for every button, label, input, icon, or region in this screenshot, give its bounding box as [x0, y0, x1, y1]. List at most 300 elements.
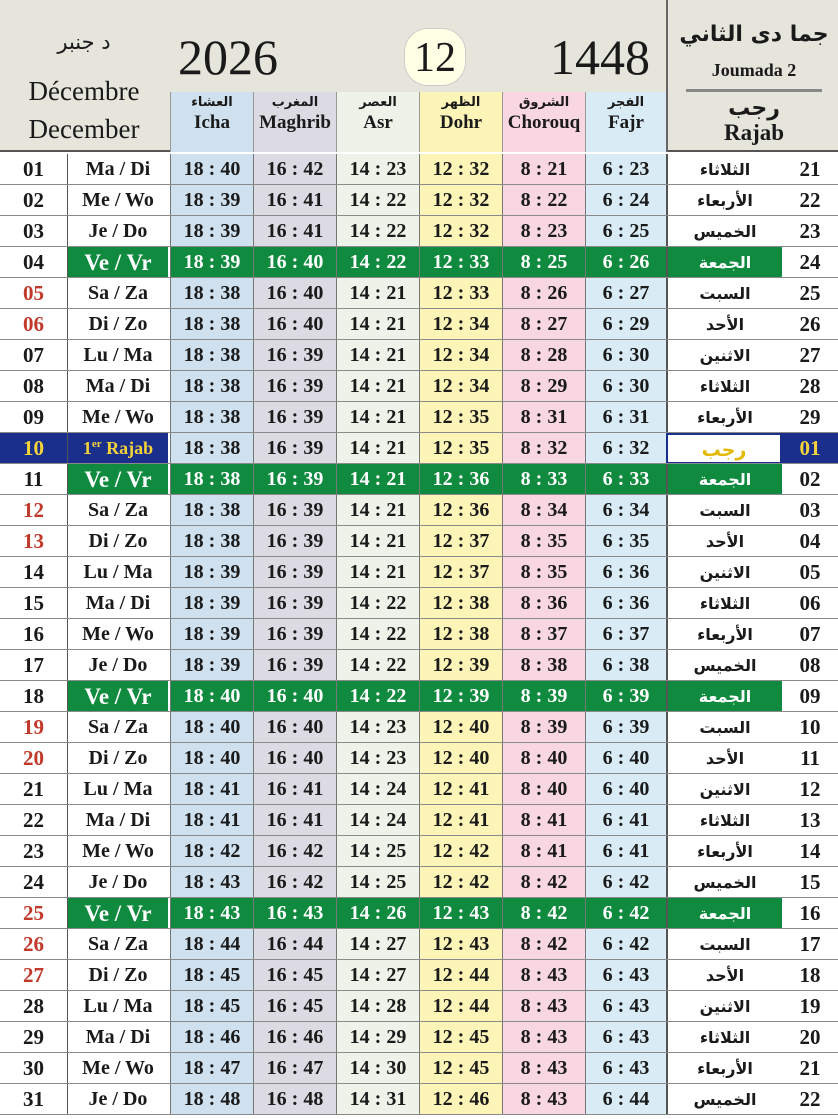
time-chorouq: 8 : 25	[502, 247, 585, 278]
time-fajr: 6 : 23	[585, 154, 666, 185]
day-number: 08	[0, 371, 68, 402]
day-number: 23	[0, 836, 68, 867]
time-icha: 18 : 38	[170, 402, 253, 433]
time-icha: 18 : 38	[170, 526, 253, 557]
table-row	[0, 1084, 838, 1115]
day-number: 29	[0, 1022, 68, 1053]
table-row	[0, 216, 838, 247]
time-asr: 14 : 22	[336, 588, 419, 619]
time-fajr: 6 : 24	[585, 185, 666, 216]
time-maghrib: 16 : 41	[253, 805, 336, 836]
time-icha: 18 : 39	[170, 185, 253, 216]
day-number: 01	[0, 154, 68, 185]
time-chorouq: 8 : 37	[502, 619, 585, 650]
day-number: 17	[0, 650, 68, 681]
time-asr: 14 : 21	[336, 402, 419, 433]
time-asr: 14 : 22	[336, 650, 419, 681]
weekday-label: Lu / Ma	[83, 778, 153, 800]
time-fajr: 6 : 27	[585, 278, 666, 309]
day-number: 21	[0, 774, 68, 805]
day-number: 15	[0, 588, 68, 619]
time-icha: 18 : 41	[170, 774, 253, 805]
weekday-label-sup: er	[91, 438, 102, 450]
weekday-label: Je / Do	[88, 654, 148, 676]
time-asr: 14 : 27	[336, 929, 419, 960]
table-row	[0, 898, 838, 929]
table-row	[0, 805, 838, 836]
column-header-dohr	[419, 92, 502, 152]
table-row	[0, 464, 838, 495]
day-number: 14	[0, 557, 68, 588]
table-row	[0, 991, 838, 1022]
table-row	[0, 340, 838, 371]
time-icha: 18 : 39	[170, 619, 253, 650]
time-dohr: 12 : 36	[419, 495, 502, 526]
weekday-arabic: الجمعة	[666, 681, 782, 712]
time-dohr: 12 : 35	[419, 402, 502, 433]
table-row	[0, 588, 838, 619]
hijri-day-number: 23	[799, 219, 821, 243]
time-maghrib: 16 : 40	[253, 247, 336, 278]
time-icha: 18 : 38	[170, 340, 253, 371]
time-dohr: 12 : 38	[419, 619, 502, 650]
time-asr: 14 : 22	[336, 216, 419, 247]
time-dohr: 12 : 41	[419, 774, 502, 805]
table-row	[0, 867, 838, 898]
time-fajr: 6 : 36	[585, 557, 666, 588]
time-dohr: 12 : 44	[419, 960, 502, 991]
month-number-badge: 12	[404, 28, 466, 86]
time-maghrib: 16 : 46	[253, 1022, 336, 1053]
time-fajr: 6 : 43	[585, 991, 666, 1022]
time-icha: 18 : 40	[170, 154, 253, 185]
time-asr: 14 : 22	[336, 247, 419, 278]
time-dohr: 12 : 43	[419, 898, 502, 929]
weekday-label-rest: Rajab	[101, 438, 154, 458]
day-number: 18	[0, 681, 68, 712]
weekday-label: Ve / Vr	[68, 464, 168, 495]
weekday-arabic: الثلاثاء	[666, 588, 782, 619]
time-fajr: 6 : 34	[585, 495, 666, 526]
day-number: 20	[0, 743, 68, 774]
hijri-day-number: 04	[799, 529, 821, 553]
time-fajr: 6 : 41	[585, 836, 666, 867]
weekday-arabic: الخميس	[666, 1084, 782, 1115]
time-dohr: 12 : 39	[419, 681, 502, 712]
time-asr: 14 : 23	[336, 154, 419, 185]
time-chorouq: 8 : 33	[502, 464, 585, 495]
weekday-label: Di / Zo	[88, 313, 148, 335]
time-icha: 18 : 38	[170, 309, 253, 340]
weekday-label: Lu / Ma	[83, 995, 153, 1017]
time-fajr: 6 : 41	[585, 805, 666, 836]
time-maghrib: 16 : 42	[253, 836, 336, 867]
hijri-day-number: 08	[799, 653, 821, 677]
table-row	[0, 185, 838, 216]
hijri-day-number: 25	[799, 281, 821, 305]
table-row	[0, 1053, 838, 1084]
time-chorouq: 8 : 32	[502, 433, 585, 464]
time-maghrib: 16 : 39	[253, 402, 336, 433]
time-chorouq: 8 : 39	[502, 681, 585, 712]
time-maghrib: 16 : 39	[253, 495, 336, 526]
hijri-day-number: 22	[799, 188, 821, 212]
weekday-label: Ve / Vr	[68, 898, 168, 929]
time-maghrib: 16 : 45	[253, 991, 336, 1022]
hijri-day-number: 06	[799, 591, 821, 615]
table-row	[0, 371, 838, 402]
column-header-arabic: المغرب	[271, 95, 319, 110]
hijri-day-number: 13	[799, 808, 821, 832]
time-maghrib: 16 : 39	[253, 588, 336, 619]
time-icha: 18 : 46	[170, 1022, 253, 1053]
time-fajr: 6 : 32	[585, 433, 666, 464]
time-maghrib: 16 : 45	[253, 960, 336, 991]
time-chorouq: 8 : 38	[502, 650, 585, 681]
day-number: 22	[0, 805, 68, 836]
table-row	[0, 681, 838, 712]
time-maghrib: 16 : 42	[253, 154, 336, 185]
hijri-day-number: 01	[782, 433, 838, 464]
table-row	[0, 1022, 838, 1053]
time-icha: 18 : 38	[170, 495, 253, 526]
time-asr: 14 : 21	[336, 371, 419, 402]
time-dohr: 12 : 33	[419, 278, 502, 309]
time-asr: 14 : 22	[336, 619, 419, 650]
weekday-label: Sa / Za	[87, 933, 149, 955]
day-number: 30	[0, 1053, 68, 1084]
column-header-english: Asr	[363, 112, 393, 133]
time-dohr: 12 : 46	[419, 1084, 502, 1115]
time-fajr: 6 : 30	[585, 340, 666, 371]
time-icha: 18 : 38	[170, 371, 253, 402]
time-maghrib: 16 : 39	[253, 619, 336, 650]
time-maghrib: 16 : 43	[253, 898, 336, 929]
column-header-english: Chorouq	[507, 112, 581, 133]
time-asr: 14 : 25	[336, 836, 419, 867]
time-asr: 14 : 23	[336, 712, 419, 743]
gregorian-month-french: Décembre	[28, 76, 140, 106]
time-asr: 14 : 21	[336, 278, 419, 309]
time-icha: 18 : 43	[170, 898, 253, 929]
table-row	[0, 836, 838, 867]
hijri-day-number: 22	[799, 1087, 821, 1111]
weekday-label: Di / Zo	[88, 747, 148, 769]
hijri-day-number: 10	[799, 715, 821, 739]
hijri-day-number: 27	[799, 343, 821, 367]
table-row	[0, 712, 838, 743]
weekday-arabic: الأربعاء	[666, 619, 782, 650]
day-number: 04	[0, 247, 68, 278]
weekday-arabic: الخميس	[666, 216, 782, 247]
time-dohr: 12 : 34	[419, 340, 502, 371]
time-chorouq: 8 : 29	[502, 371, 585, 402]
weekday-label: Ma / Di	[85, 1026, 151, 1048]
weekday-arabic: الثلاثاء	[666, 371, 782, 402]
time-asr: 14 : 24	[336, 805, 419, 836]
hijri-next-month-english: Rajab	[723, 120, 785, 145]
time-icha: 18 : 38	[170, 433, 253, 464]
time-asr: 14 : 26	[336, 898, 419, 929]
time-icha: 18 : 38	[170, 464, 253, 495]
hijri-month-english: Joumada 2	[711, 60, 797, 80]
hijri-year: 1448	[550, 29, 650, 85]
time-fajr: 6 : 42	[585, 898, 666, 929]
time-chorouq: 8 : 42	[502, 898, 585, 929]
time-icha: 18 : 43	[170, 867, 253, 898]
weekday-arabic: رجب	[666, 433, 782, 464]
column-header-arabic: العشاء	[191, 95, 233, 110]
table-row	[0, 743, 838, 774]
time-icha: 18 : 40	[170, 712, 253, 743]
weekday-label: Me / Wo	[82, 623, 154, 645]
weekday-label: Di / Zo	[88, 530, 148, 552]
table-row	[0, 154, 838, 185]
time-chorouq: 8 : 34	[502, 495, 585, 526]
hijri-day-number: 28	[799, 374, 821, 398]
weekday-label: Me / Wo	[82, 1057, 154, 1079]
time-chorouq: 8 : 23	[502, 216, 585, 247]
time-dohr: 12 : 43	[419, 929, 502, 960]
hijri-day-number: 14	[799, 839, 821, 863]
time-icha: 18 : 39	[170, 588, 253, 619]
time-chorouq: 8 : 43	[502, 960, 585, 991]
gregorian-year: 2026	[178, 29, 278, 85]
column-header-fajr	[585, 92, 666, 152]
day-number: 19	[0, 712, 68, 743]
weekday-arabic: الجمعة	[666, 464, 782, 495]
time-maghrib: 16 : 39	[253, 433, 336, 464]
table-row	[0, 278, 838, 309]
time-maghrib: 16 : 41	[253, 774, 336, 805]
hijri-day-number: 11	[800, 746, 820, 770]
gregorian-month-block	[0, 0, 168, 152]
time-chorouq: 8 : 43	[502, 1084, 585, 1115]
time-maghrib: 16 : 47	[253, 1053, 336, 1084]
time-dohr: 12 : 44	[419, 991, 502, 1022]
time-icha: 18 : 47	[170, 1053, 253, 1084]
weekday-label: Me / Wo	[82, 189, 154, 211]
weekday-arabic: الأربعاء	[666, 1053, 782, 1084]
time-icha: 18 : 40	[170, 681, 253, 712]
time-asr: 14 : 21	[336, 464, 419, 495]
time-asr: 14 : 21	[336, 340, 419, 371]
weekday-arabic: الاثنين	[666, 557, 782, 588]
column-header-arabic: العصر	[359, 95, 397, 110]
time-dohr: 12 : 41	[419, 805, 502, 836]
time-chorouq: 8 : 41	[502, 805, 585, 836]
time-asr: 14 : 21	[336, 495, 419, 526]
time-maghrib: 16 : 40	[253, 743, 336, 774]
gregorian-month-english: December	[28, 114, 140, 144]
time-icha: 18 : 39	[170, 247, 253, 278]
time-maghrib: 16 : 40	[253, 681, 336, 712]
time-chorouq: 8 : 35	[502, 557, 585, 588]
time-dohr: 12 : 42	[419, 836, 502, 867]
hijri-day-number: 15	[799, 870, 821, 894]
column-header-maghrib	[253, 92, 336, 152]
weekday-arabic: السبت	[666, 712, 782, 743]
column-header-arabic: الظهر	[441, 95, 481, 110]
weekday-arabic: السبت	[666, 929, 782, 960]
weekday-label: Je / Do	[88, 1088, 148, 1110]
weekday-arabic: الأربعاء	[666, 185, 782, 216]
time-dohr: 12 : 33	[419, 247, 502, 278]
time-fajr: 6 : 26	[585, 247, 666, 278]
time-asr: 14 : 29	[336, 1022, 419, 1053]
time-asr: 14 : 25	[336, 867, 419, 898]
time-fajr: 6 : 44	[585, 1084, 666, 1115]
weekday-label	[68, 433, 168, 464]
time-asr: 14 : 27	[336, 960, 419, 991]
hijri-day-number: 18	[799, 963, 821, 987]
table-row	[0, 402, 838, 433]
time-dohr: 12 : 45	[419, 1022, 502, 1053]
time-chorouq: 8 : 42	[502, 867, 585, 898]
hijri-day-number: 20	[799, 1025, 821, 1049]
day-number: 10	[0, 433, 68, 464]
time-dohr: 12 : 45	[419, 1053, 502, 1084]
time-fajr: 6 : 43	[585, 960, 666, 991]
time-maghrib: 16 : 39	[253, 526, 336, 557]
time-asr: 14 : 23	[336, 743, 419, 774]
table-row	[0, 247, 838, 278]
time-maghrib: 16 : 41	[253, 185, 336, 216]
time-maghrib: 16 : 39	[253, 340, 336, 371]
gregorian-month-arabic: د جنبر	[57, 30, 111, 54]
hijri-day-number: 12	[799, 777, 821, 801]
time-asr: 14 : 24	[336, 774, 419, 805]
time-chorouq: 8 : 26	[502, 278, 585, 309]
time-maghrib: 16 : 40	[253, 309, 336, 340]
time-fajr: 6 : 42	[585, 929, 666, 960]
column-header-english: Dohr	[439, 112, 483, 133]
hijri-month-block	[666, 0, 838, 152]
day-number: 12	[0, 495, 68, 526]
table-row	[0, 495, 838, 526]
time-chorouq: 8 : 42	[502, 929, 585, 960]
day-number: 13	[0, 526, 68, 557]
time-maghrib: 16 : 48	[253, 1084, 336, 1115]
weekday-label: Sa / Za	[87, 716, 149, 738]
column-header-english: Fajr	[608, 112, 644, 133]
time-chorouq: 8 : 40	[502, 774, 585, 805]
time-fajr: 6 : 36	[585, 588, 666, 619]
hijri-next-month-arabic: رجب	[728, 96, 780, 121]
time-chorouq: 8 : 35	[502, 526, 585, 557]
hijri-divider	[686, 89, 822, 92]
weekday-label: Ma / Di	[85, 375, 151, 397]
time-dohr: 12 : 42	[419, 867, 502, 898]
time-dohr: 12 : 38	[419, 588, 502, 619]
time-icha: 18 : 38	[170, 278, 253, 309]
weekday-arabic: الأحد	[666, 526, 782, 557]
day-number: 26	[0, 929, 68, 960]
day-number: 28	[0, 991, 68, 1022]
time-dohr: 12 : 40	[419, 743, 502, 774]
time-dohr: 12 : 40	[419, 712, 502, 743]
weekday-arabic: الاثنين	[666, 774, 782, 805]
weekday-label-text: 1	[82, 438, 92, 458]
hijri-day-number: 02	[799, 467, 821, 491]
day-number: 07	[0, 340, 68, 371]
time-maghrib: 16 : 39	[253, 557, 336, 588]
weekday-arabic: الخميس	[666, 867, 782, 898]
weekday-label: Me / Wo	[82, 840, 154, 862]
calendar-header	[0, 0, 838, 152]
weekday-arabic: الأربعاء	[666, 402, 782, 433]
weekday-arabic: الاثنين	[666, 991, 782, 1022]
time-asr: 14 : 21	[336, 526, 419, 557]
weekday-label: Ma / Di	[85, 158, 151, 180]
hijri-day-number: 19	[799, 994, 821, 1018]
weekday-arabic: السبت	[666, 495, 782, 526]
hijri-day-number: 03	[799, 498, 821, 522]
time-fajr: 6 : 33	[585, 464, 666, 495]
day-number: 02	[0, 185, 68, 216]
time-fajr: 6 : 35	[585, 526, 666, 557]
row-divider	[0, 1114, 838, 1115]
weekday-label: Lu / Ma	[83, 561, 153, 583]
column-header-icha	[170, 92, 253, 152]
time-dohr: 12 : 39	[419, 650, 502, 681]
hijri-month-arabic: جما دى الثاني	[679, 22, 829, 47]
time-fajr: 6 : 29	[585, 309, 666, 340]
time-dohr: 12 : 34	[419, 371, 502, 402]
hijri-day-number: 29	[799, 405, 821, 429]
time-asr: 14 : 21	[336, 309, 419, 340]
hijri-day-number: 17	[799, 932, 821, 956]
weekday-label: Me / Wo	[82, 406, 154, 428]
hijri-day-number: 07	[799, 622, 821, 646]
time-fajr: 6 : 25	[585, 216, 666, 247]
time-maghrib: 16 : 40	[253, 278, 336, 309]
hijri-day-number: 16	[799, 901, 821, 925]
time-asr: 14 : 30	[336, 1053, 419, 1084]
time-chorouq: 8 : 43	[502, 991, 585, 1022]
time-fajr: 6 : 31	[585, 402, 666, 433]
time-chorouq: 8 : 31	[502, 402, 585, 433]
time-fajr: 6 : 40	[585, 774, 666, 805]
hijri-day-number: 05	[799, 560, 821, 584]
weekday-arabic: الأربعاء	[666, 836, 782, 867]
weekday-label: Ma / Di	[85, 809, 151, 831]
day-number: 05	[0, 278, 68, 309]
time-icha: 18 : 39	[170, 650, 253, 681]
column-header-asr	[336, 92, 419, 152]
time-asr: 14 : 28	[336, 991, 419, 1022]
time-icha: 18 : 45	[170, 991, 253, 1022]
weekday-arabic: الثلاثاء	[666, 1022, 782, 1053]
time-chorouq: 8 : 43	[502, 1053, 585, 1084]
weekday-label: Je / Do	[88, 871, 148, 893]
weekday-label: Je / Do	[88, 220, 148, 242]
weekday-arabic: الثلاثاء	[666, 805, 782, 836]
time-maghrib: 16 : 39	[253, 371, 336, 402]
table-row	[0, 526, 838, 557]
day-number: 06	[0, 309, 68, 340]
hijri-day-number: 21	[799, 157, 821, 181]
weekday-label: Ve / Vr	[68, 681, 168, 712]
time-fajr: 6 : 38	[585, 650, 666, 681]
time-asr: 14 : 22	[336, 681, 419, 712]
time-icha: 18 : 48	[170, 1084, 253, 1115]
time-fajr: 6 : 42	[585, 867, 666, 898]
weekday-arabic: الأحد	[666, 960, 782, 991]
time-dohr: 12 : 37	[419, 526, 502, 557]
time-chorouq: 8 : 27	[502, 309, 585, 340]
weekday-arabic: السبت	[666, 278, 782, 309]
